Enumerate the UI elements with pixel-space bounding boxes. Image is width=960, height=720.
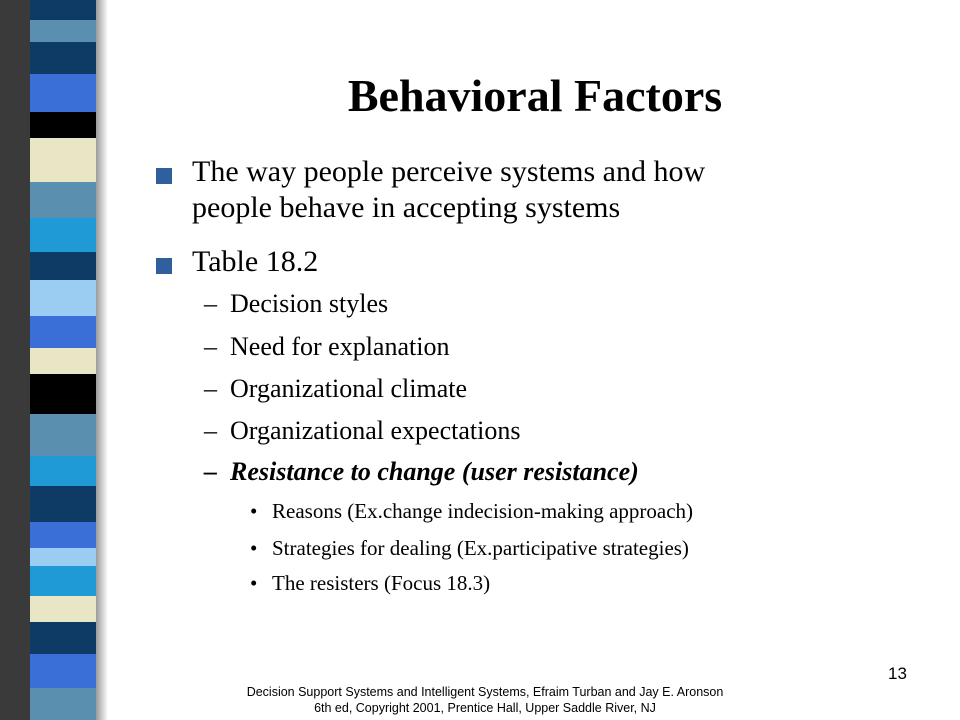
strip-dark-edge bbox=[0, 0, 30, 720]
dot-marker: • bbox=[250, 571, 258, 595]
sub-item-organizational-climate bbox=[204, 373, 844, 405]
square-bullet-icon bbox=[156, 168, 172, 184]
sub-sub-item-resisters bbox=[250, 570, 850, 596]
dash-marker: – bbox=[204, 332, 217, 361]
bullet-table bbox=[156, 244, 836, 280]
strip-block bbox=[30, 374, 96, 414]
dash-marker: – bbox=[204, 289, 217, 318]
bullet-text-line1: The way people perceive systems and how bbox=[192, 155, 706, 188]
strip-block bbox=[30, 316, 96, 348]
sub-item-text: Organizational climate bbox=[230, 374, 468, 403]
strip-block bbox=[30, 112, 96, 138]
strip-block bbox=[30, 42, 96, 74]
sub-sub-item-reasons bbox=[250, 498, 850, 524]
sub-sub-item-strategies bbox=[250, 535, 850, 561]
sub-item-text: Organizational expectations bbox=[230, 416, 521, 445]
strip-block bbox=[30, 486, 96, 522]
sub-item-resistance-to-change bbox=[204, 456, 844, 488]
strip-block bbox=[30, 596, 96, 622]
strip-block bbox=[30, 548, 96, 566]
strip-block bbox=[30, 0, 96, 20]
sub-sub-item-text: Strategies for dealing (Ex.participative strategies) bbox=[272, 536, 689, 560]
dash-marker: – bbox=[204, 374, 217, 403]
strip-block bbox=[30, 20, 96, 42]
sub-item-text: Decision styles bbox=[230, 289, 389, 318]
strip-block bbox=[30, 622, 96, 654]
bullet-perceive-systems bbox=[156, 154, 836, 226]
strip-block bbox=[30, 74, 96, 112]
dash-marker: – bbox=[204, 457, 217, 486]
strip-block bbox=[30, 280, 96, 316]
square-bullet-icon bbox=[156, 258, 172, 274]
sub-item-organizational-expectations bbox=[204, 415, 844, 447]
footer-citation bbox=[200, 684, 770, 716]
decorative-side-strip bbox=[0, 0, 110, 720]
strip-block bbox=[30, 456, 96, 486]
strip-block bbox=[30, 688, 96, 720]
footer-line-1: Decision Support Systems and Intelligent Systems, Efraim Turban and Jay E. Aronson bbox=[246, 685, 724, 699]
strip-block bbox=[30, 522, 96, 548]
strip-block bbox=[30, 182, 96, 218]
dot-marker: • bbox=[250, 536, 258, 560]
dot-marker: • bbox=[250, 499, 258, 523]
strip-block bbox=[30, 138, 96, 182]
strip-color-blocks bbox=[30, 0, 96, 720]
strip-block bbox=[30, 414, 96, 456]
sub-item-text: Resistance to change (user resistance) bbox=[230, 457, 639, 486]
strip-block bbox=[30, 348, 96, 374]
strip-block bbox=[30, 566, 96, 596]
dash-marker: – bbox=[204, 416, 217, 445]
bullet-text: Table 18.2 bbox=[192, 245, 319, 278]
strip-shadow bbox=[96, 0, 108, 720]
sub-sub-item-text: Reasons (Ex.change indecision-making approach) bbox=[272, 499, 694, 523]
strip-block bbox=[30, 218, 96, 252]
footer-line-2: 6th ed, Copyright 2001, Prentice Hall, Upper Saddle River, NJ bbox=[314, 701, 656, 715]
strip-block bbox=[30, 654, 96, 688]
bullet-text-line2: people behave in accepting systems bbox=[192, 191, 621, 224]
sub-item-decision-styles bbox=[204, 288, 844, 320]
sub-sub-item-text: The resisters (Focus 18.3) bbox=[272, 571, 491, 595]
page-number: 13 bbox=[888, 664, 907, 683]
sub-item-need-for-explanation bbox=[204, 331, 844, 363]
sub-item-text: Need for explanation bbox=[230, 332, 450, 361]
slide-title: Behavioral Factors bbox=[347, 70, 723, 121]
strip-block bbox=[30, 252, 96, 280]
